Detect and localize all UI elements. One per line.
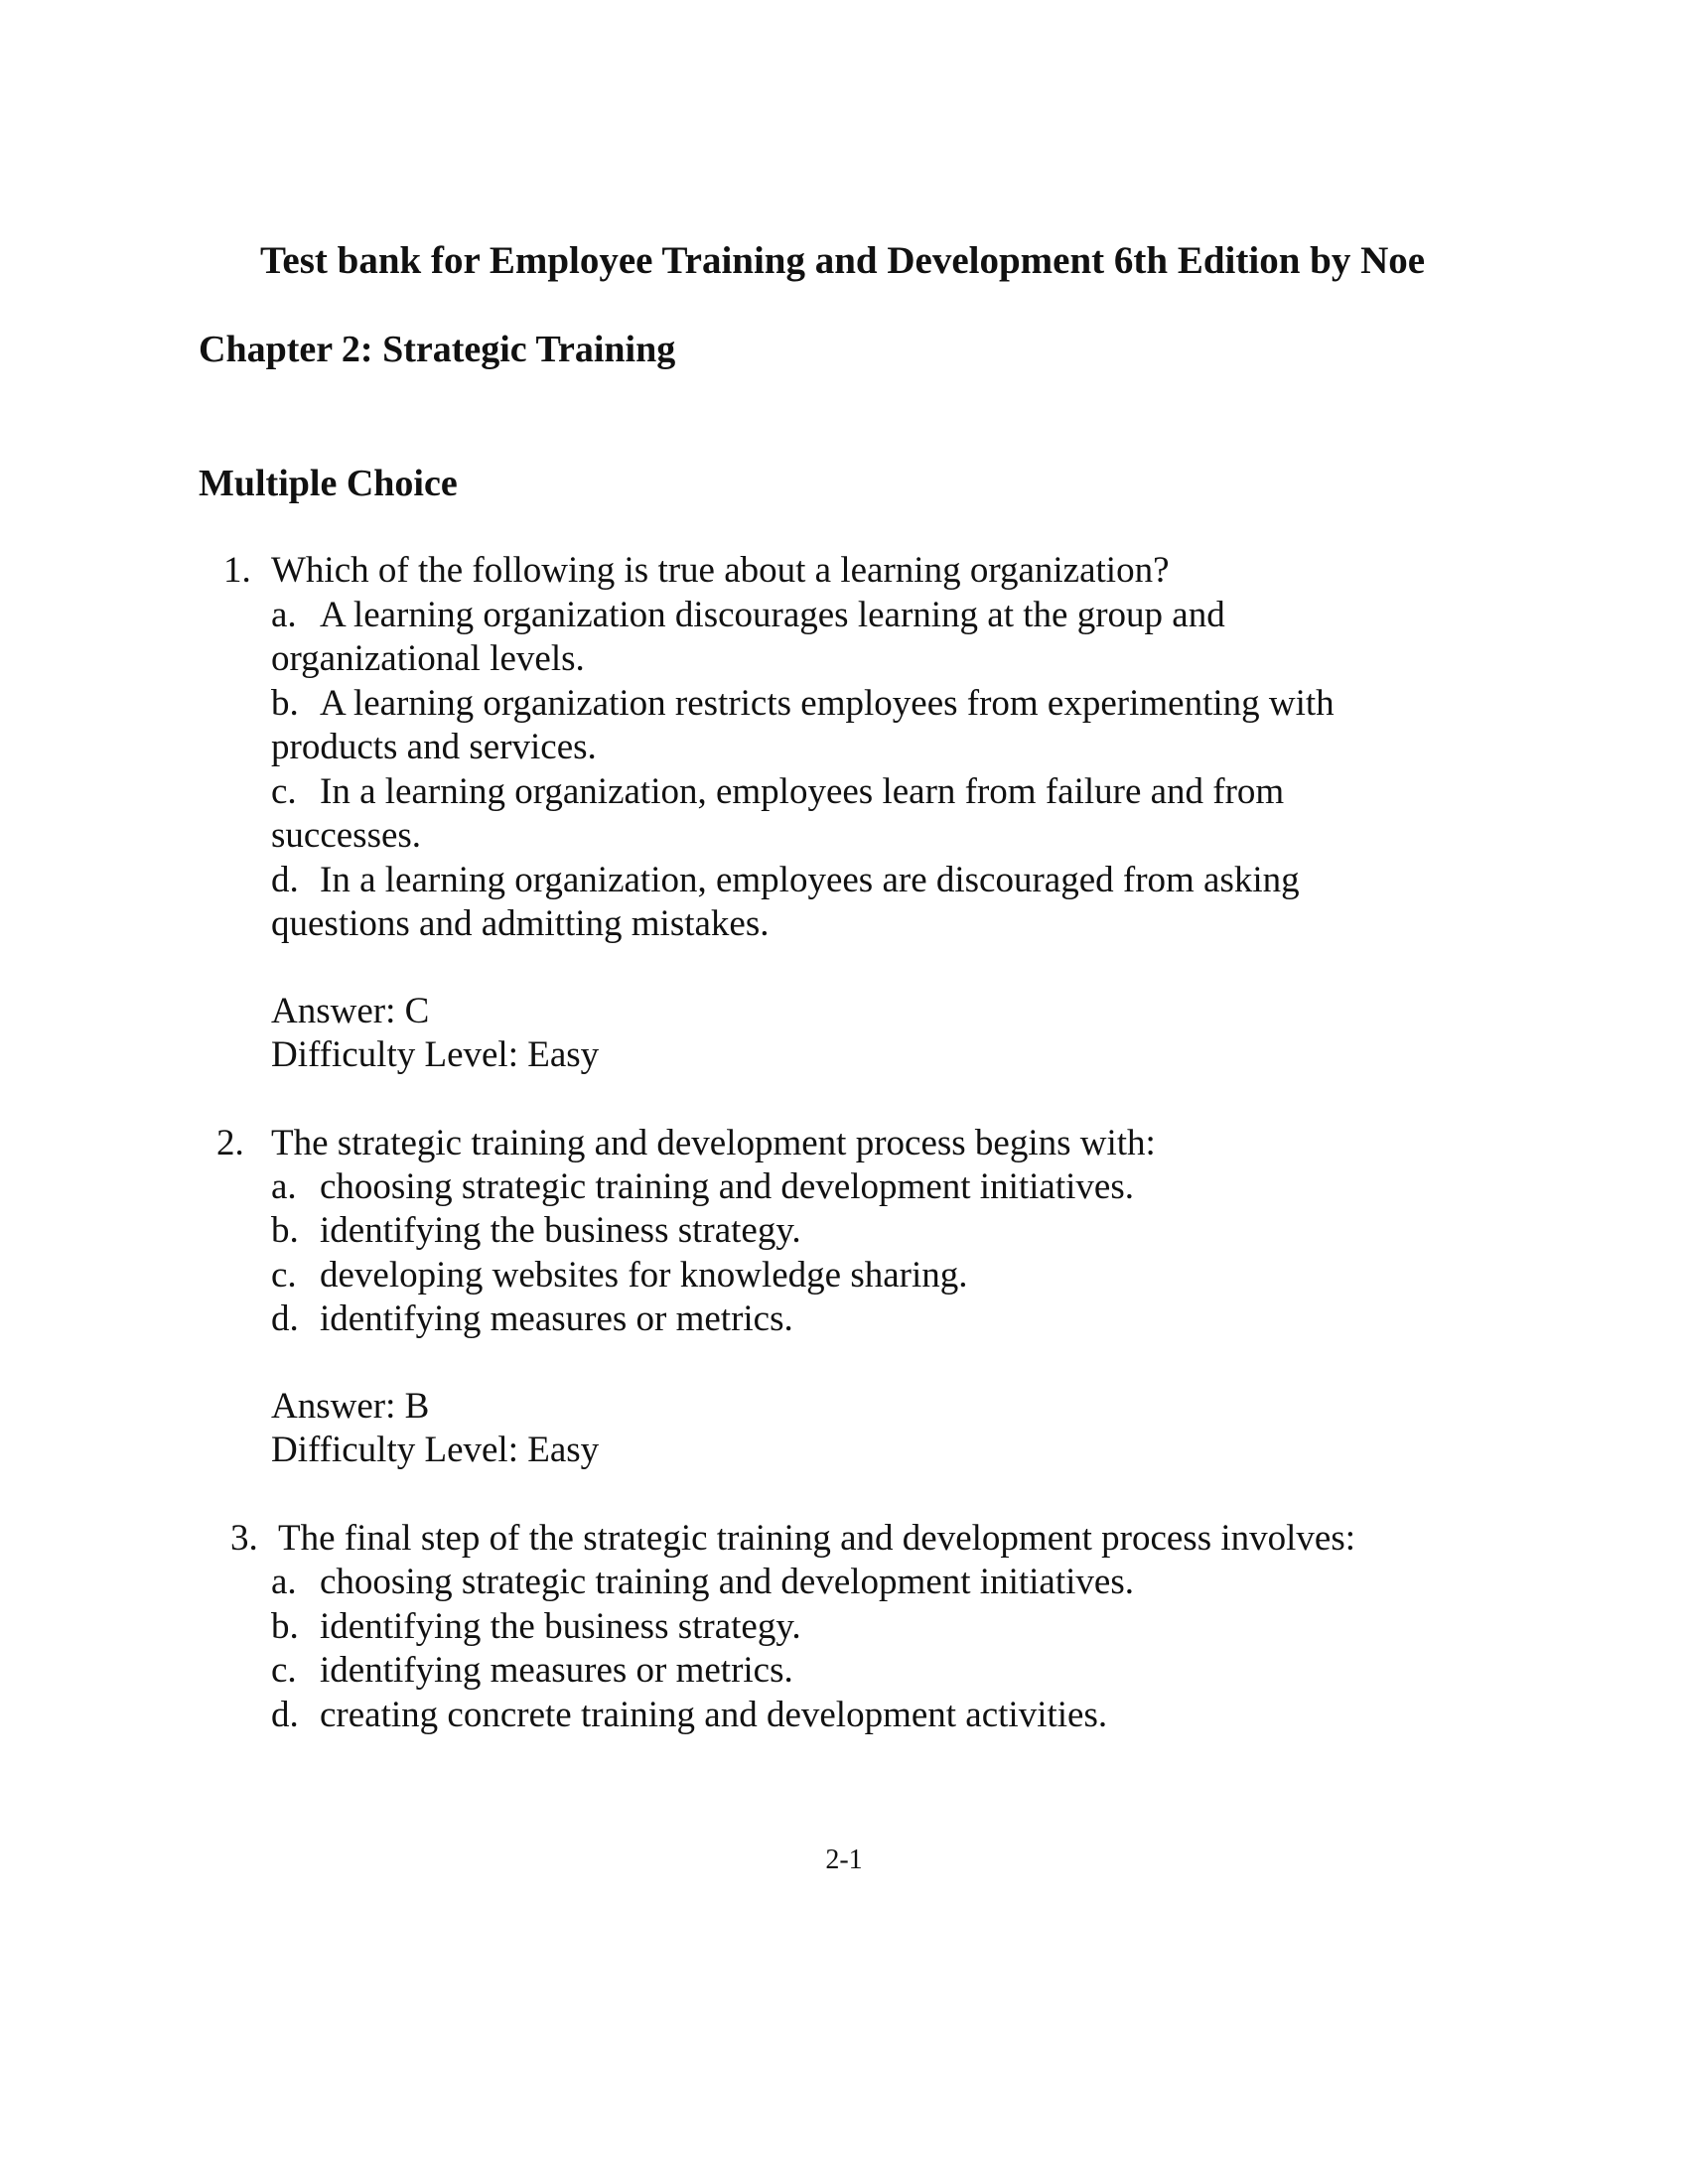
option-letter: a.: [271, 1166, 297, 1207]
option-text: identifying measures or metrics.: [320, 1298, 793, 1339]
option-letter: a.: [271, 1562, 297, 1602]
option-letter: c.: [271, 1255, 297, 1296]
option-text: developing websites for knowledge sharing.: [320, 1255, 968, 1296]
option-text-continued: organizational levels.: [271, 638, 585, 679]
option-text: creating concrete training and development activities.: [320, 1695, 1108, 1735]
question-stem: Which of the following is true about a learning organization?: [271, 550, 1170, 591]
option-letter: d.: [271, 860, 299, 900]
option-text: A learning organization restricts employees from experimenting with: [320, 683, 1335, 724]
answer-line: Answer: C: [271, 991, 430, 1031]
option-text: choosing strategic training and development initiatives.: [320, 1166, 1134, 1207]
option-text: choosing strategic training and development initiatives.: [320, 1562, 1134, 1602]
option-text: identifying the business strategy.: [320, 1606, 801, 1647]
answer-line: Answer: B: [271, 1386, 430, 1427]
option-letter: b.: [271, 1606, 299, 1647]
difficulty-line: Difficulty Level: Easy: [271, 1430, 600, 1470]
option-text-continued: successes.: [271, 815, 422, 856]
option-text: In a learning organization, employees learn from failure and from: [320, 771, 1285, 812]
option-letter: a.: [271, 595, 297, 635]
option-text: A learning organization discourages learning at the group and: [320, 595, 1225, 635]
question-number: 3.: [230, 1518, 258, 1559]
option-letter: c.: [271, 1650, 297, 1691]
chapter-title: Chapter 2: Strategic Training: [199, 329, 676, 370]
question-stem: The final step of the strategic training and development process involves:: [278, 1518, 1356, 1559]
option-letter: d.: [271, 1695, 299, 1735]
question-number: 2.: [216, 1123, 244, 1163]
option-letter: b.: [271, 1210, 299, 1251]
option-text: In a learning organization, employees are discouraged from asking: [320, 860, 1300, 900]
option-text: identifying measures or metrics.: [320, 1650, 793, 1691]
page-number: 2-1: [825, 1844, 863, 1875]
document-title: Test bank for Employee Training and Development 6th Edition by Noe: [260, 239, 1426, 282]
difficulty-line: Difficulty Level: Easy: [271, 1034, 600, 1075]
option-text: identifying the business strategy.: [320, 1210, 801, 1251]
option-letter: d.: [271, 1298, 299, 1339]
question-number: 1.: [223, 550, 251, 591]
option-letter: b.: [271, 683, 299, 724]
option-letter: c.: [271, 771, 297, 812]
option-text-continued: products and services.: [271, 727, 597, 767]
option-text-continued: questions and admitting mistakes.: [271, 903, 770, 944]
section-title: Multiple Choice: [199, 463, 458, 504]
question-stem: The strategic training and development process begins with:: [271, 1123, 1156, 1163]
